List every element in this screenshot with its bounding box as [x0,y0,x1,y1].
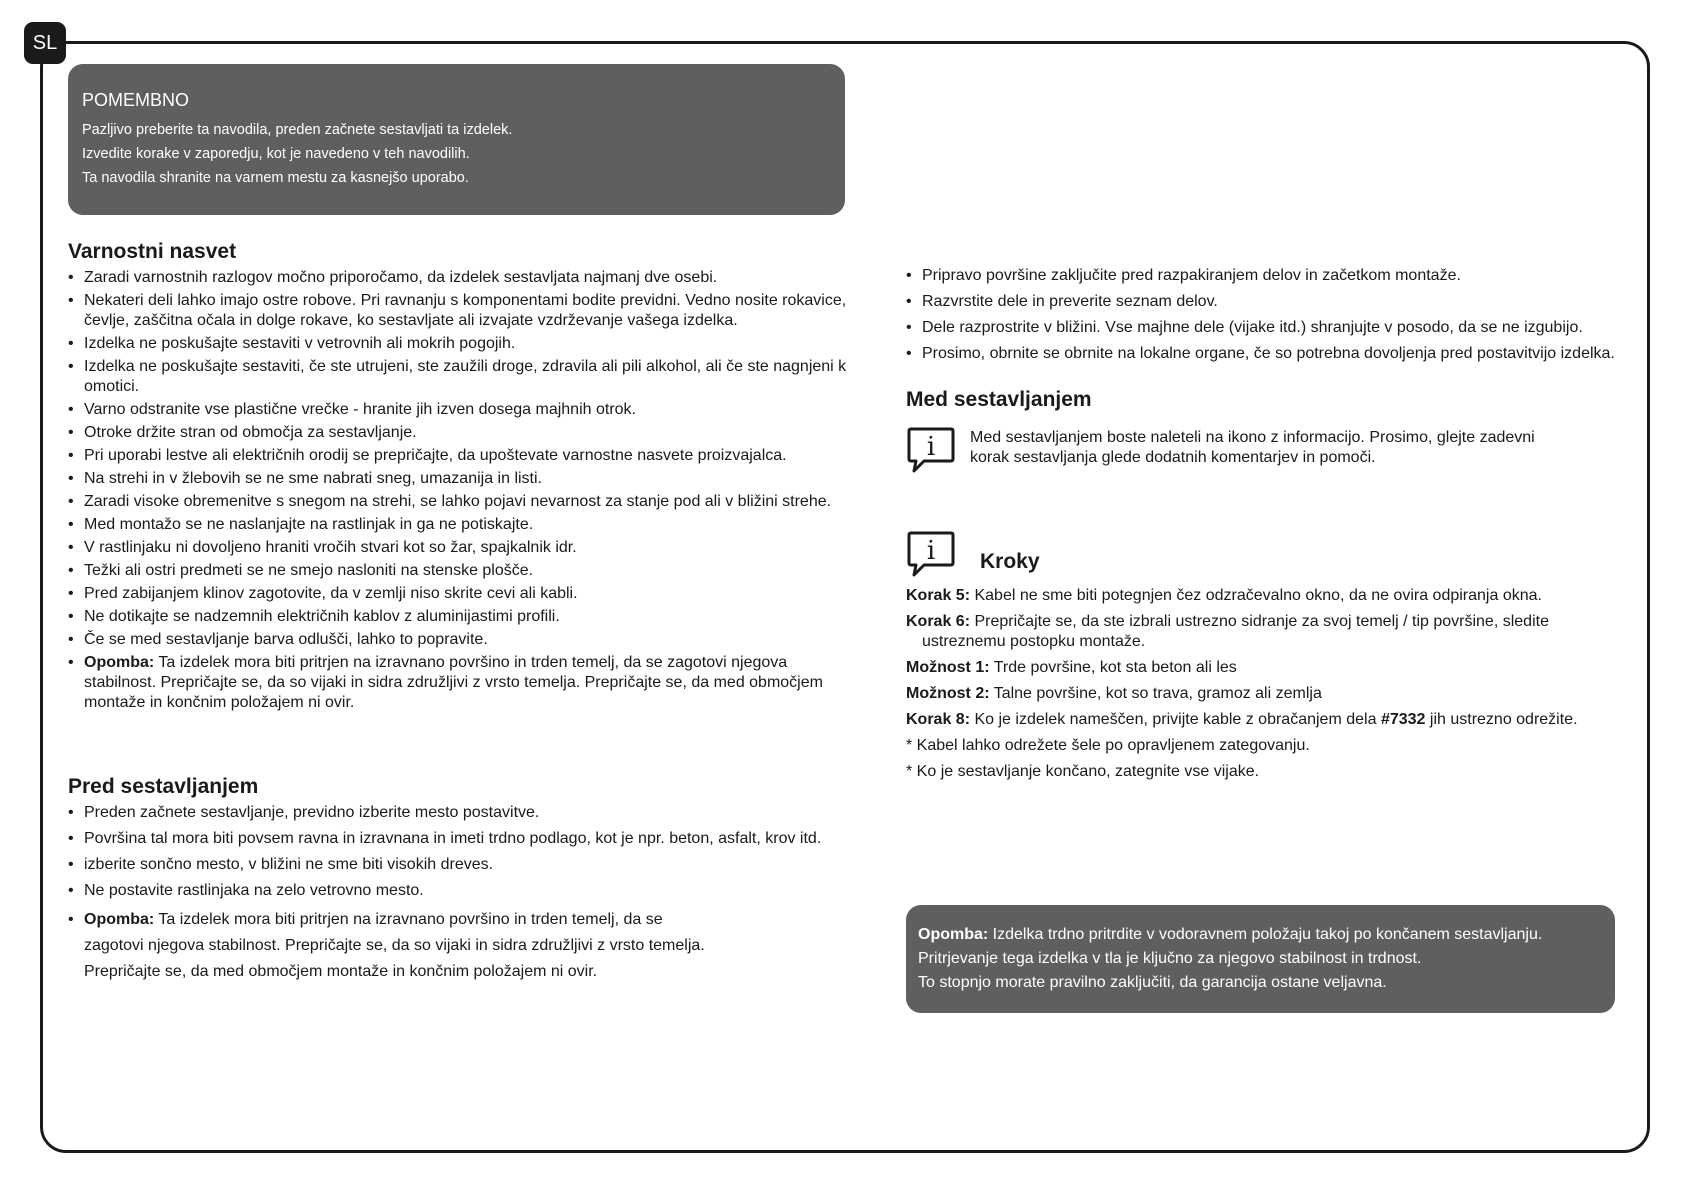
list-item: • Če se med sestavljanje barva odlušči, lahko to popravite. [68,630,848,650]
list-item: • Pripravo površine zaključite pred razpakiranjem delov in začetkom montaže. [906,266,1626,286]
list-item: • Razvrstite dele in preverite seznam delov. [906,292,1626,312]
info-text: Med sestavljanjem boste naleteli na ikono z informacijo. Prosimo, glejte zadevni korak sestavljanja glede dodatnih komentarjev in pomoči. [970,429,1535,466]
note-line: Prepričajte se, da med območjem montaže in končnim položajem ni ovir. [84,963,598,980]
list-item: • izberite sončno mesto, v bližini ne sme biti visokih dreves. [68,855,848,875]
note-label: Opomba: [84,654,155,671]
list-item: • Težki ali ostri predmeti se ne smejo nasloniti na stenske plošče. [68,561,848,581]
important-line: Izvedite korake v zaporedju, kot je navedeno v teh navodilih. [82,146,470,162]
list-item: • Med montažo se ne naslanjajte na rastlinjak in ga ne potiskajte. [68,515,848,535]
list-item: • Zaradi visoke obremenitve s snegom na strehi, se lahko pojavi nevarnost za stanje pod ali v bližini strehe. [68,492,848,512]
list-item: • Ne dotikajte se nadzemnih električnih kablov z aluminijastimi profili. [68,607,848,627]
language-badge: SL [24,22,66,64]
safety-heading: Varnostni nasvet [68,240,237,263]
svg-text:i: i [926,432,936,462]
prep-list [906,266,1626,364]
important-title: POMEMBNO [82,90,190,110]
safety-note [68,653,848,713]
list-item: • Pri uporabi lestve ali električnih orodij se prepričajte, da upoštevate varnostne nasvete proizvajalca. [68,446,848,466]
step-item: Korak 6: Prepričajte se, da ste izbrali ustrezno sidranje za svoj temelj / tip površine, sledite ustreznemu postopku montaže. [906,613,1549,650]
list-item: • Varno odstranite vse plastične vrečke - hranite jih izven dosega majhnih otrok. [68,400,848,420]
list-item: • Na strehi in v žlebovih se ne sme nabrati sneg, umazanija in listi. [68,469,848,489]
during-heading: Med sestavljanjem [906,388,1092,411]
before-list [68,803,848,985]
step-item: Korak 8: Ko je izdelek nameščen, privijte kable z obračanjem dela #7332 jih ustrezno odrežite. [906,711,1578,728]
step-item: Korak 5: Kabel ne sme biti potegnjen čez odzračevalno okno, da ne ovira odpiranja okna. [906,587,1542,604]
important-line: Ta navodila shranite na varnem mestu za kasnejšo uporabo. [82,170,469,186]
list-item: • Zaradi varnostnih razlogov močno priporočamo, da izdelek sestavljata najmanj dve osebi. [68,268,848,288]
safety-list [68,268,848,713]
list-item: • Preden začnete sestavljanje, previdno izberite mesto postavitve. [68,803,848,823]
final-note-line: Pritrjevanje tega izdelka v tla je ključno za njegovo stabilnost in trdnost. [918,950,1422,967]
final-note-box [906,905,1615,1013]
list-item: • Površina tal mora biti povsem ravna in izravnana in imeti trdno podlago, kot je npr. beton, asfalt, krov itd. [68,829,848,849]
list-item: • Izdelka ne poskušajte sestaviti, če ste utrujeni, ste zaužili droge, zdravila ali pili alkohol, ali če ste nagnjeni k omotici. [68,357,848,397]
note-line: zagotovi njegova stabilnost. Prepričajte se, da so vijaki in sidra združljivi z vrsto temelja. [84,937,705,954]
list-item: • Prosimo, obrnite se obrnite na lokalne organe, če so potrebna dovoljenja pred postavitvijo izdelka. [906,344,1626,364]
info-row [906,426,1626,474]
final-note-line: To stopnjo morate pravilno zaključiti, da garancija ostane veljavna. [918,974,1387,991]
important-line: Pazljivo preberite ta navodila, preden začnete sestavljati ta izdelek. [82,122,513,138]
right-column [906,266,1626,788]
step-note: * Ko je sestavljanje končano, zategnite vse vijake. [906,763,1260,780]
info-icon [906,530,956,578]
important-box [68,64,845,215]
note-line: Ta izdelek mora biti pritrjen na izravnano površino in trden temelj, da se [158,911,663,928]
info-icon [906,426,956,474]
step-note: * Kabel lahko odrežete šele po opravljenem zategovanju. [906,737,1310,754]
steps-list [906,586,1626,782]
note-text: Ta izdelek mora biti pritrjen na izravnano površino in trden temelj, da se zagotovi njegova stabilnost. Prepričajte se, da so vijaki in sidra združljivi z vrsto temelja. Prepričajte se, da med območjem montaže in končnim položajem ni ovir. [84,654,823,711]
list-item: • Nekateri deli lahko imajo ostre robove. Pri ravnanju s komponentami bodite previdni. Vedno nosite rokavice, čevlje, zaščitna očala in dolge rokave, ko sestavljate ali izvajate vzdrževanje vašega izdelka. [68,291,848,331]
list-item: • Ne postavite rastlinjaka na zelo vetrovno mesto. [68,881,848,901]
kroky-header [906,530,1626,578]
list-item: • Otroke držite stran od območja za sestavljanje. [68,423,848,443]
svg-text:i: i [926,536,936,566]
step-item: Možnost 2: Talne površine, kot so trava, gramoz ali zemlja [906,685,1322,702]
step-item: Možnost 1: Trde površine, kot sta beton ali les [906,659,1237,676]
before-heading: Pred sestavljanjem [68,775,259,798]
left-column [68,240,848,991]
list-item: • Dele razprostrite v bližini. Vse majhne dele (vijake itd.) shranjujte v posodo, da se ne izgubijo. [906,318,1626,338]
final-note-line: Opomba: Izdelka trdno pritrdite v vodoravnem položaju takoj po končanem sestavljanju. [918,926,1543,943]
note-label: Opomba: [84,911,155,928]
kroky-heading: Kroky [980,550,1040,573]
before-note [68,907,848,985]
list-item: • Izdelka ne poskušajte sestaviti v vetrovnih ali mokrih pogojih. [68,334,848,354]
list-item: • Pred zabijanjem klinov zagotovite, da v zemlji niso skrite cevi ali kabli. [68,584,848,604]
list-item: • V rastlinjaku ni dovoljeno hraniti vročih stvari kot so žar, spajkalnik idr. [68,538,848,558]
